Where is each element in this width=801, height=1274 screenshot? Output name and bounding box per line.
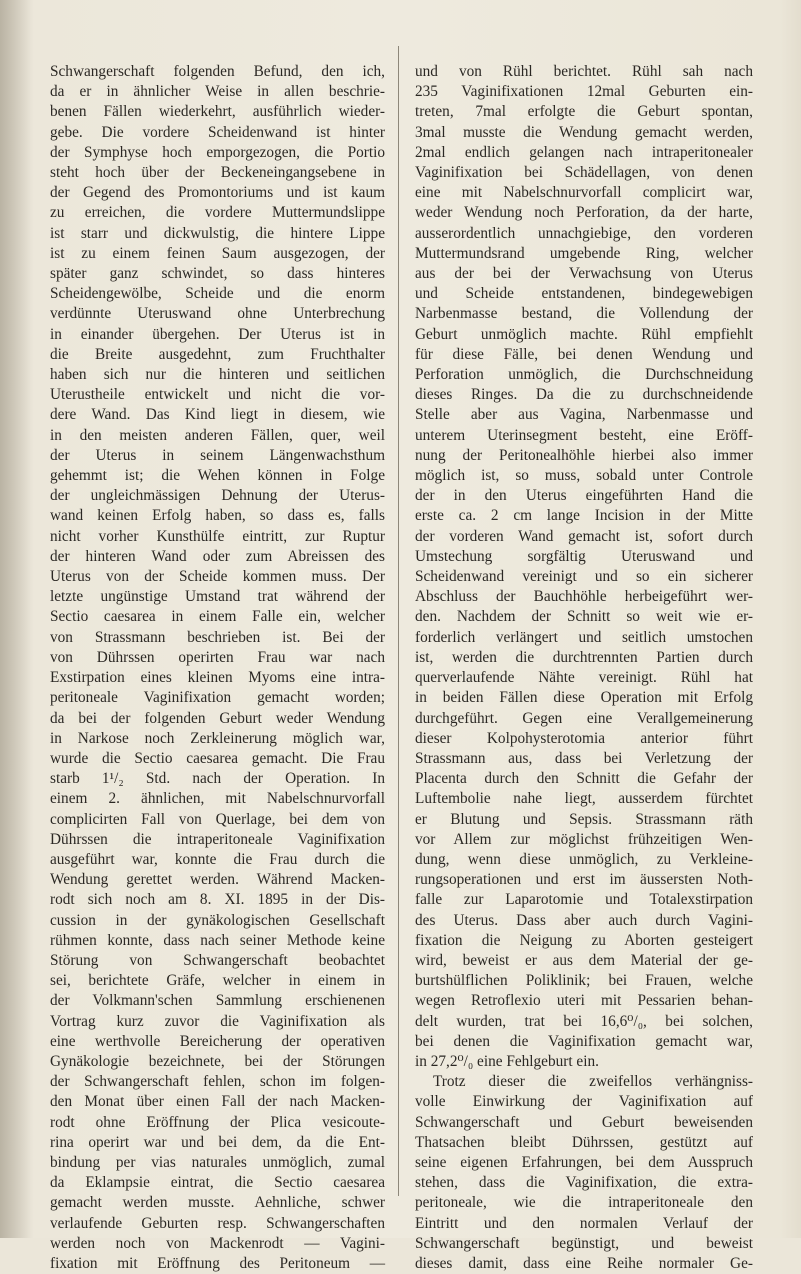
text-line: bindung per vias naturales unmöglich, zumal [50,1153,385,1171]
text-line: Thatsachen bleibt Dührssen, gestützt auf [415,1133,753,1151]
text-line: Wendung gerettet werden. Während Macken- [50,871,385,889]
text-line: da er in ähnlicher Weise in allen beschrie- [50,83,385,101]
text-line: Schwangerschaft begünstigt, und beweist [415,1234,753,1252]
text-line: dieses damit, dass eine Reihe normaler Ge- [415,1254,753,1272]
text-line: Vortrag kurz zuvor die Vaginifixation als [50,1012,385,1030]
text-line: nung der Peritonealhöhle hierbei also immer [415,446,753,464]
text-line: später ganz schwindet, so dass hinteres [50,265,385,283]
text-line: von Dührssen operirten Frau war nach [50,648,385,666]
text-line: letzte ungünstige Umstand trat während der [50,588,385,606]
text-line: starb 1¹/₂ Std. nach der Operation. In [50,770,385,788]
text-line: Muttermundsrand umgebende Ring, welcher [415,244,753,262]
text-line: gehemmt ist; die Wehen können in Folge [50,467,385,485]
text-line: ist, werden die durchtrennten Partien durch [415,648,753,666]
text-line: Trotz dieser die zweifellos verhängniss- [433,1073,753,1091]
text-line: ausserordentlich unnachgiebige, den vorderen [415,224,753,242]
text-line: der vorderen Wand gemacht ist, sofort durch [415,527,753,545]
text-line: complicirten Fall von Querlage, bei dem von [50,810,385,828]
text-line: wegen Retroflexio uteri mit Pessarien behan- [415,992,753,1010]
text-line: des Uterus. Dass aber auch durch Vagini- [415,911,753,929]
text-line: burtshülflichen Poliklinik; bei Frauen, welche [415,972,753,990]
text-line: querverlaufende Nähte vereinigt. Rühl hat [415,669,753,687]
text-line: fixation mit Eröffnung des Peritoneum — [50,1254,385,1272]
text-line: peritoneale, wie die intraperitoneale den [415,1194,753,1212]
text-line: rühmen konnte, dass nach seiner Methode keine [50,931,385,949]
text-line: rodt sich noch am 8. XI. 1895 in der Dis- [50,891,385,909]
text-line: und Scheide entstandenen, bindegewebigen [415,285,753,303]
text-column-right [415,62,753,1274]
text-line: Schwangerschaft folgenden Befund, den ich, [50,63,385,80]
text-line: ist zu einem feinen Saum ausgezogen, der [50,244,385,262]
text-line: erste ca. 2 cm lange Incision in der Mitte [415,507,753,525]
text-line: haben sich nur die hinteren und seitlichen [50,366,385,384]
column-divider [398,46,399,1196]
text-line: Uterus von der Scheide kommen muss. Der [50,568,385,586]
text-line: Placenta durch den Schnitt die Gefahr der [415,770,753,788]
text-line: der Schwangerschaft fehlen, schon im folgen- [50,1073,385,1091]
text-line: verdünnte Uteruswand ohne Unterbrechung [50,305,385,323]
text-line: Stelle aber aus Vagina, Narbenmasse und [415,406,753,424]
text-line: der Symphyse hoch emporgezogen, die Portio [50,143,385,161]
text-line: möglich ist, so muss, sobald unter Controle [415,467,753,485]
text-line: Abschluss der Bauchhöhle herbeigeführt wer- [415,588,753,606]
text-line: einem 2. ähnlichen, mit Nabelschnurvorfall [50,790,385,808]
text-line: Sectio caesarea in einem Falle ein, welcher [50,608,385,626]
text-line: delt wurden, trat bei 16,6⁰/₀, bei solchen, [415,1012,753,1030]
text-line: da bei der folgenden Geburt weder Wendung [50,709,385,727]
text-line: treten, 7mal erfolgte die Geburt spontan, [415,103,753,121]
text-line: dere Wand. Das Kind liegt in diesem, wie [50,406,385,424]
text-line: von Strassmann beschrieben ist. Bei der [50,628,385,646]
text-line: ist starr und dickwulstig, die hintere Lippe [50,224,385,242]
text-line: volle Einwirkung der Vaginifixation auf [415,1093,753,1111]
text-line: und von Rühl berichtet. Rühl sah nach [415,63,753,80]
text-line: sei, berichtete Gräfe, welcher in einem in [50,972,385,990]
text-line: Scheidengewölbe, Scheide und die enorm [50,285,385,303]
text-line: der Uterus in seinem Längenwachsthum [50,446,385,464]
text-line: Schwangerschaft und Geburt beweisenden [415,1113,753,1131]
text-line: rungsoperationen und erst im äussersten Noth- [415,871,753,889]
text-line: benen Fällen wiederkehrt, ausführlich wieder- [50,103,385,121]
text-line: Uterustheile entwickelt und nicht die vor- [50,386,385,404]
text-line: ausgeführt war, konnte die Frau durch die [50,850,385,868]
spine-shadow [0,0,34,1238]
text-line: gebe. Die vordere Scheidenwand ist hinter [50,123,385,141]
text-line: Perforation unmöglich, die Durchschneidung [415,366,753,384]
text-line: peritoneale Vaginifixation gemacht worden; [50,689,385,707]
text-line: forderlich verlängert und seitlich umstochen [415,628,753,646]
text-line: Scheidenwand vereinigt und so ein sicherer [415,568,753,586]
text-line: stehen, dass die Vaginifixation, die extra- [415,1174,753,1192]
text-line: wird, beweist er aus dem Material der ge- [415,951,753,969]
text-line: rina operirt war und bei dem, da die Ent- [50,1133,385,1151]
text-line: Narbenmasse bestand, die Vollendung der [415,305,753,323]
text-line: der in den Uterus eingeführten Hand die [415,487,753,505]
text-line: 235 Vaginifixationen 12mal Geburten ein- [415,83,753,101]
text-line: dieser Kolpohysterotomia anterior führt [415,729,753,747]
text-line: werden noch von Mackenrodt — Vagini- [50,1234,385,1252]
text-line: wurde die Sectio caesarea gemacht. Die Frau [50,749,385,767]
text-line: in einander übergehen. Der Uterus ist in [50,325,385,343]
text-line: 2mal endlich gelangen nach intraperitonealer [415,143,753,161]
text-line: dieses Ringes. Da die zu durchschneidende [415,386,753,404]
text-line: da Eklampsie eintrat, die Sectio caesarea [50,1174,385,1192]
text-line: aus der bei der Verwachsung von Uterus [415,265,753,283]
text-line: in den meisten anderen Fällen, quer, weil [50,426,385,444]
text-line: die Breite ausgedehnt, zum Fruchthalter [50,345,385,363]
text-line: den Monat über einen Fall der nach Macken- [50,1093,385,1111]
text-line: seine eigenen Erfahrungen, bei dem Ausspruch [415,1153,753,1171]
text-line: Geburt unmöglich machte. Rühl empfiehlt [415,325,753,343]
text-line: der Gegend des Promontoriums und ist kaum [50,184,385,202]
text-line: der hinteren Wand oder zum Abreissen des [50,547,385,565]
text-line: er Blutung und Sepsis. Strassmann räth [415,810,753,828]
text-line: Umstechung sorgfältig Uteruswand und [415,547,753,565]
text-line: Störung von Schwangerschaft beobachtet [50,951,385,969]
text-line: Dührssen die intraperitoneale Vaginifixation [50,830,385,848]
text-line: gemacht werden musste. Aehnliche, schwer [50,1194,385,1212]
text-line: in Narkose noch Zerkleinerung möglich war, [50,729,385,747]
text-line: eine mit Nabelschnurvorfall complicirt war, [415,184,753,202]
text-line: weder Wendung noch Perforation, da der harte, [415,204,753,222]
text-line: unterem Uterinsegment besteht, eine Eröff- [415,426,753,444]
text-line: cussion in der gynäkologischen Gesellschaft [50,911,385,929]
text-line: zu erreichen, die vordere Muttermundslippe [50,204,385,222]
text-line: eine werthvolle Bereicherung der operativen [50,1032,385,1050]
text-line: dung, wenn diese unmöglich, zu Verkleine- [415,850,753,868]
text-line: für diese Fälle, bei denen Wendung und [415,345,753,363]
text-line: falle zur Laparotomie und Totalexstirpation [415,891,753,909]
text-line: fixation die Neigung zu Aborten gesteigert [415,931,753,949]
text-line: rodt ohne Eröffnung der Plica vesicoute- [50,1113,385,1131]
text-line: Luftembolie nahe liegt, ausserdem fürchtet [415,790,753,808]
text-line: Vaginifixation bei Schädellagen, von denen [415,164,753,182]
text-line: verlaufende Geburten resp. Schwangerschaften [50,1214,385,1232]
text-line: Gynäkologie bezeichnete, bei der Störungen [50,1052,385,1070]
text-line: der ungleichmässigen Dehnung der Uterus- [50,487,385,505]
text-line: der Volkmann'schen Sammlung erschienenen [50,992,385,1010]
text-line: wand keinen Erfolg haben, so dass es, falls [50,507,385,525]
text-line: Exstirpation eines kleinen Myoms eine intra- [50,669,385,687]
text-line: bei denen die Vaginifixation gemacht war, [415,1032,753,1050]
text-line: in beiden Fällen diese Operation mit Erfolg [415,689,753,707]
text-line: nicht vorher Kunsthülfe eintritt, zur Ruptur [50,527,385,545]
text-line: in 27,2⁰/₀ eine Fehlgeburt ein. [415,1052,599,1070]
text-column-left [50,62,385,1274]
text-line: durchgeführt. Gegen eine Verallgemeinerung [415,709,753,727]
text-line: 3mal musste die Wendung gemacht werden, [415,123,753,141]
text-line: Eintritt und den normalen Verlauf der [415,1214,753,1232]
text-line: den. Nachdem der Schnitt so weit wie er- [415,608,753,626]
text-line: Strassmann aus, dass bei Verletzung der [415,749,753,767]
text-line: vor Allem zur möglichst frühzeitigen Wen- [415,830,753,848]
text-line: steht hoch über der Beckeneingangsebene in [50,164,385,182]
